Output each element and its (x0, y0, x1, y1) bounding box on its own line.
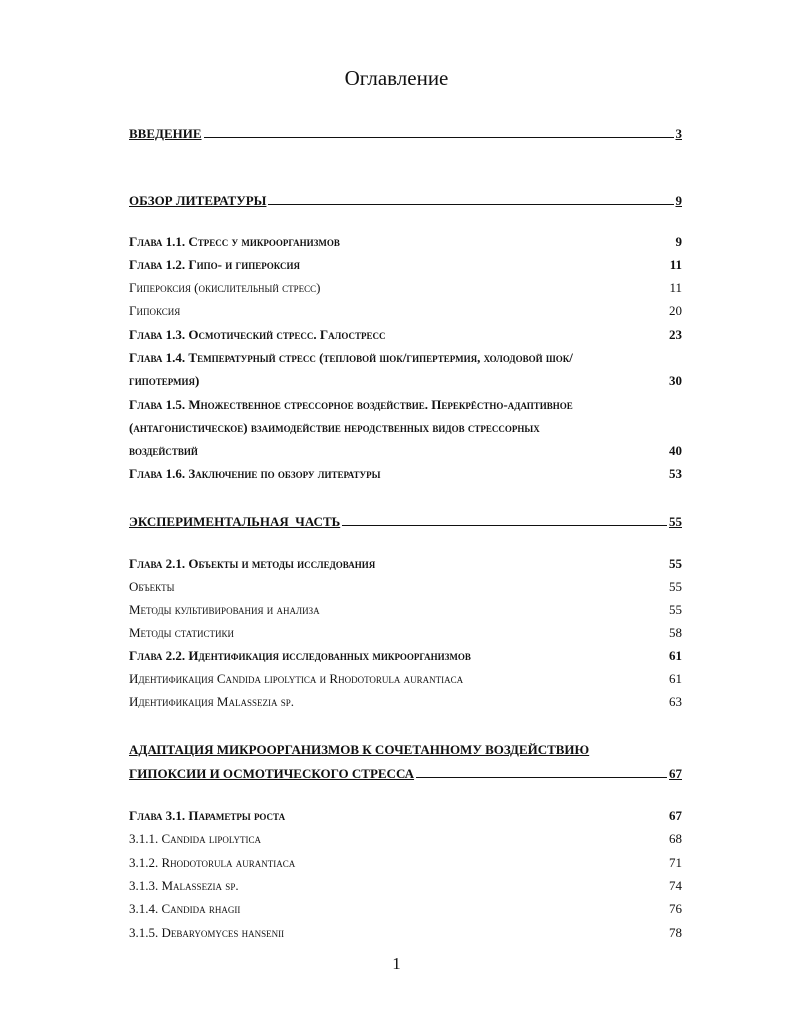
section-title-line2: ГИПОКСИИ И ОСМОТИЧЕСКОГО СТРЕССА (129, 766, 415, 781)
entry-title: Глава 1.6. Заключение по обзору литературы (129, 466, 381, 481)
entry-page: 20 (669, 303, 682, 318)
entry-page: 40 (669, 443, 682, 458)
toc-entry[interactable] (129, 350, 682, 373)
entry-page: 11 (669, 280, 682, 295)
entry-title: Методы статистики (129, 625, 234, 640)
toc-entry[interactable] (129, 420, 682, 443)
page-number: 1 (392, 954, 401, 973)
entry-title: Идентификация Malassezia sp. (129, 694, 294, 709)
entry-title: Идентификация Candida lipolytica и Rhodotorula aurantiaca (129, 671, 464, 686)
toc-section-experimental[interactable] (129, 506, 682, 530)
section-page: 3 (675, 126, 682, 141)
page-title: Оглавление (344, 66, 449, 90)
entry-title: Объекты (129, 579, 175, 594)
entry-page: 30 (669, 373, 682, 388)
entry-title: Глава 3.1. Параметры роста (129, 808, 286, 823)
entry-title: Глава 1.3. Осмотический стресс. Галостресс (129, 327, 386, 342)
entry-title: Гипоксия (129, 303, 181, 318)
entry-title: Глава 2.2. Идентификация исследованных микроорганизмов (129, 648, 471, 663)
toc-entry[interactable] (129, 579, 682, 602)
toc-entry[interactable] (129, 602, 682, 625)
entry-page: 23 (669, 327, 682, 342)
section-title: ЭКСПЕРИМЕНТАЛЬНАЯ ЧАСТЬ (129, 514, 341, 529)
entry-title: 3.1.2. Rhodotorula aurantiaca (129, 855, 296, 870)
toc-entry[interactable] (129, 855, 682, 878)
toc-entry[interactable] (129, 925, 682, 948)
toc-entry[interactable] (129, 556, 682, 579)
leader-line (342, 525, 667, 526)
section-title: ВВЕДЕНИЕ (129, 126, 202, 141)
toc-entry[interactable] (129, 327, 682, 350)
toc-entry[interactable] (129, 443, 682, 466)
toc-entry[interactable] (129, 901, 682, 924)
toc-section-adaptation[interactable] (129, 734, 682, 782)
toc-entry[interactable] (129, 878, 682, 901)
entry-title: Глава 1.4. Температурный стресс (тепловой шок/гипертермия, холодовой шок/ (129, 350, 573, 365)
toc-entry[interactable] (129, 280, 682, 303)
entry-page: 55 (669, 579, 682, 594)
toc-entry[interactable] (129, 466, 682, 489)
toc-entry[interactable] (129, 648, 682, 671)
toc-entry[interactable] (129, 234, 682, 257)
leader-line (204, 137, 674, 138)
section-title-line1: АДАПТАЦИЯ МИКРООРГАНИЗМОВ К СОЧЕТАННОМУ ВОЗДЕЙСТВИЮ (129, 742, 590, 757)
toc-entry[interactable] (129, 303, 682, 326)
entry-title: 3.1.3. Malassezia sp. (129, 878, 239, 893)
entry-title: 3.1.4. Candida rhagii (129, 901, 241, 916)
entry-page: 58 (669, 625, 682, 640)
entry-page: 11 (669, 257, 682, 272)
toc-entry[interactable] (129, 373, 682, 396)
entry-title: воздействий (129, 443, 198, 458)
toc-entry[interactable] (129, 671, 682, 694)
entry-page: 68 (669, 831, 682, 846)
toc-entry[interactable] (129, 625, 682, 648)
entry-title: 3.1.5. Debaryomyces hansenii (129, 925, 285, 940)
toc-entry[interactable] (129, 694, 682, 717)
entry-title: 3.1.1. Candida lipolytica (129, 831, 262, 846)
entry-title: Глава 1.1. Стресс у микроорганизмов (129, 234, 340, 249)
leader-line (268, 204, 673, 205)
entry-page: 67 (669, 808, 682, 823)
entry-title: гипотермия) (129, 373, 200, 388)
entry-title: (антагонистическое) взаимодействие неродственных видов стрессорных (129, 420, 540, 435)
entry-page: 55 (669, 602, 682, 617)
entry-page: 61 (669, 648, 682, 663)
toc-entry[interactable] (129, 808, 682, 831)
entry-title: Гипероксия (окислительный стресс) (129, 280, 321, 295)
toc-entry[interactable] (129, 831, 682, 854)
entry-page: 78 (669, 925, 682, 940)
entry-page: 9 (675, 234, 682, 249)
entry-title: Глава 1.5. Множественное стрессорное воздействие. Перекрёстно-адаптивное (129, 397, 573, 412)
toc-section-intro[interactable] (129, 118, 682, 142)
entry-page: 63 (669, 694, 682, 709)
toc-entry[interactable] (129, 397, 682, 420)
entry-page: 55 (669, 556, 682, 571)
section-page: 55 (669, 514, 682, 529)
toc-entry[interactable] (129, 257, 682, 280)
entry-page: 61 (669, 671, 682, 686)
leader-line (416, 777, 667, 778)
section-page: 9 (675, 193, 682, 208)
entry-page: 71 (669, 855, 682, 870)
toc-section-review[interactable] (129, 185, 682, 209)
section-title: ОБЗОР ЛИТЕРАТУРЫ (129, 193, 267, 208)
entry-title: Глава 1.2. Гипо- и гипероксия (129, 257, 300, 272)
entry-page: 74 (669, 878, 682, 893)
entry-title: Методы культивирования и анализа (129, 602, 320, 617)
entry-title: Глава 2.1. Объекты и методы исследования (129, 556, 376, 571)
entry-page: 53 (669, 466, 682, 481)
entry-page: 76 (669, 901, 682, 916)
section-page: 67 (669, 766, 682, 781)
